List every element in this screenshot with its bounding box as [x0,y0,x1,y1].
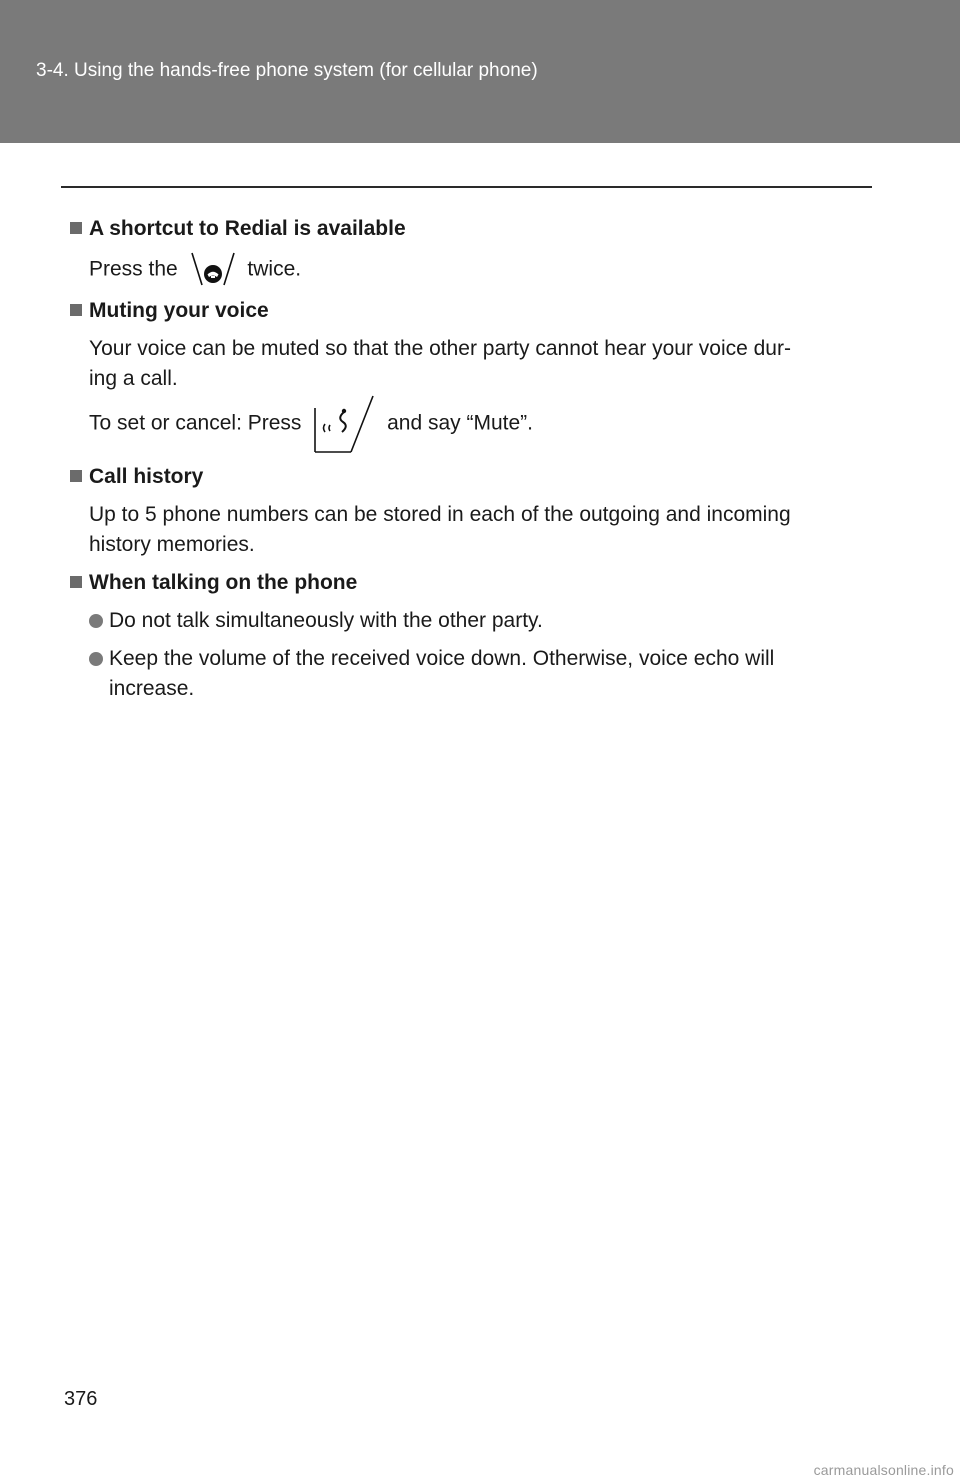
round-bullet-icon [89,652,103,666]
square-bullet-icon [70,576,82,588]
paragraph-mute: Your voice can be muted so that the other party cannot hear your voice dur- ing a call. To set or cancel: Press and say “Mute”. [70,334,870,454]
heading-call-history: Call history [70,462,870,492]
heading-mute: Muting your voice [70,296,870,326]
page-content [70,214,870,712]
list-item: Keep the volume of the received voice down. Otherwise, voice echo will increase. [70,644,870,704]
section-title: 3-4. Using the hands-free phone system (for cellular phone) [36,60,538,81]
paragraph-redial: Press the twice. [70,252,870,288]
square-bullet-icon [70,222,82,234]
heading-talking: When talking on the phone [70,568,870,598]
voice-switch-icon [313,394,375,454]
watermark: carmanualsonline.info [813,1462,954,1478]
page-number: 376 [64,1388,98,1410]
paragraph-call-history: Up to 5 phone numbers can be stored in each of the outgoing and incoming history memories. [89,503,791,556]
square-bullet-icon [70,304,82,316]
heading-redial: A shortcut to Redial is available [70,214,870,244]
round-bullet-icon [89,614,103,628]
divider [61,186,872,188]
square-bullet-icon [70,470,82,482]
list-item: Do not talk simultaneously with the other party. [70,606,870,636]
talk-switch-icon [190,252,236,288]
page-header [0,0,960,143]
